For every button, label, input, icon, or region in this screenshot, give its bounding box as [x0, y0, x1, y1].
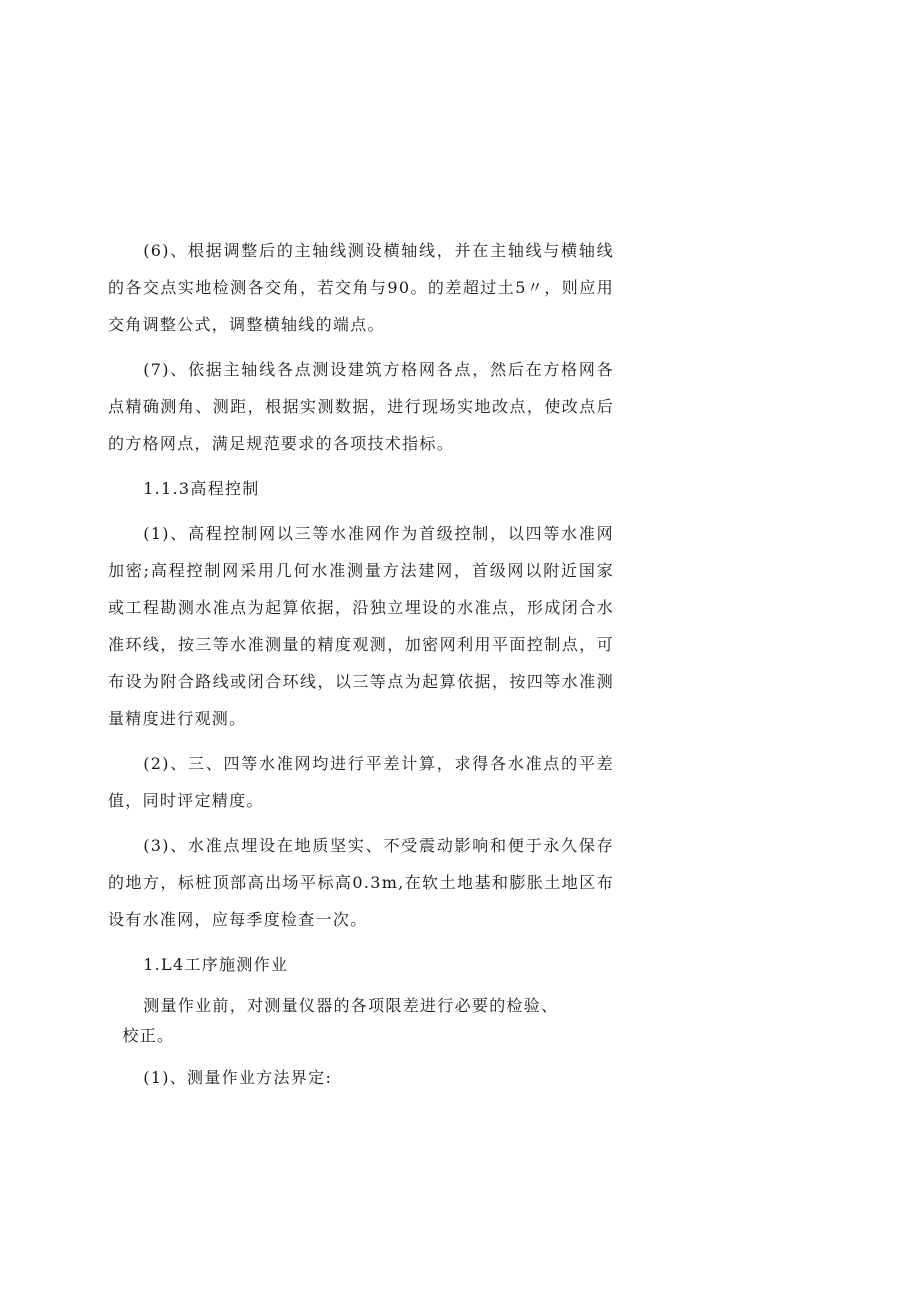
paragraph-1-1-4-item-1: (1)、测量作业方法界定:: [143, 1068, 333, 1087]
paragraph-1-1-3-item-3: (3)、水准点埋设在地质坚实、不受震动影响和便于永久保存的地方，标桩顶部高出场平标高0.3m,在软土地基和膨胀土地区布设有水准网，应每季度检查一次。: [108, 836, 614, 929]
document-body: [108, 232, 614, 1104]
paragraph-6: (6)、根据调整后的主轴线测设横轴线，并在主轴线与横轴线的各交点实地检测各交角，若交角与90。的差超过土5〃，则应用交角调整公式，调整横轴线的端点。: [108, 241, 614, 334]
intro-line-1: 测量作业前，对测量仪器的各项限差进行必要的检验、: [143, 996, 559, 1015]
intro-line-2: 校正。: [122, 1026, 175, 1045]
paragraph-7: (7)、依据主轴线各点测设建筑方格网各点，然后在方格网各点精确测角、测距，根据实测数据，进行现场实地改点，使改点后的方格网点，满足规范要求的各项技术指标。: [108, 360, 614, 453]
paragraph-1-1-3-item-1: (1)、高程控制网以三等水准网作为首级控制，以四等水准网加密;高程控制网采用几何水准测量方法建网，首级网以附近国家或工程勘测水准点为起算依据，沿独立埋设的水准点，形成闭合水准环线，按三等水准测量的精度观测，加密网利用平面控制点，可布设为附合路线或闭合环线，以三等点为起算依据，按四等水准测量精度进行观测。: [108, 524, 614, 728]
section-heading-1-1-3: 1.1.3高程控制: [143, 479, 260, 498]
section-heading-1-1-4: 1.L4工序施测作业: [143, 955, 289, 974]
paragraph-1-1-3-item-2: (2)、三、四等水准网均进行平差计算，求得各水准点的平差值，同时评定精度。: [108, 754, 614, 810]
paragraph-1-1-4-intro: [108, 991, 614, 1051]
